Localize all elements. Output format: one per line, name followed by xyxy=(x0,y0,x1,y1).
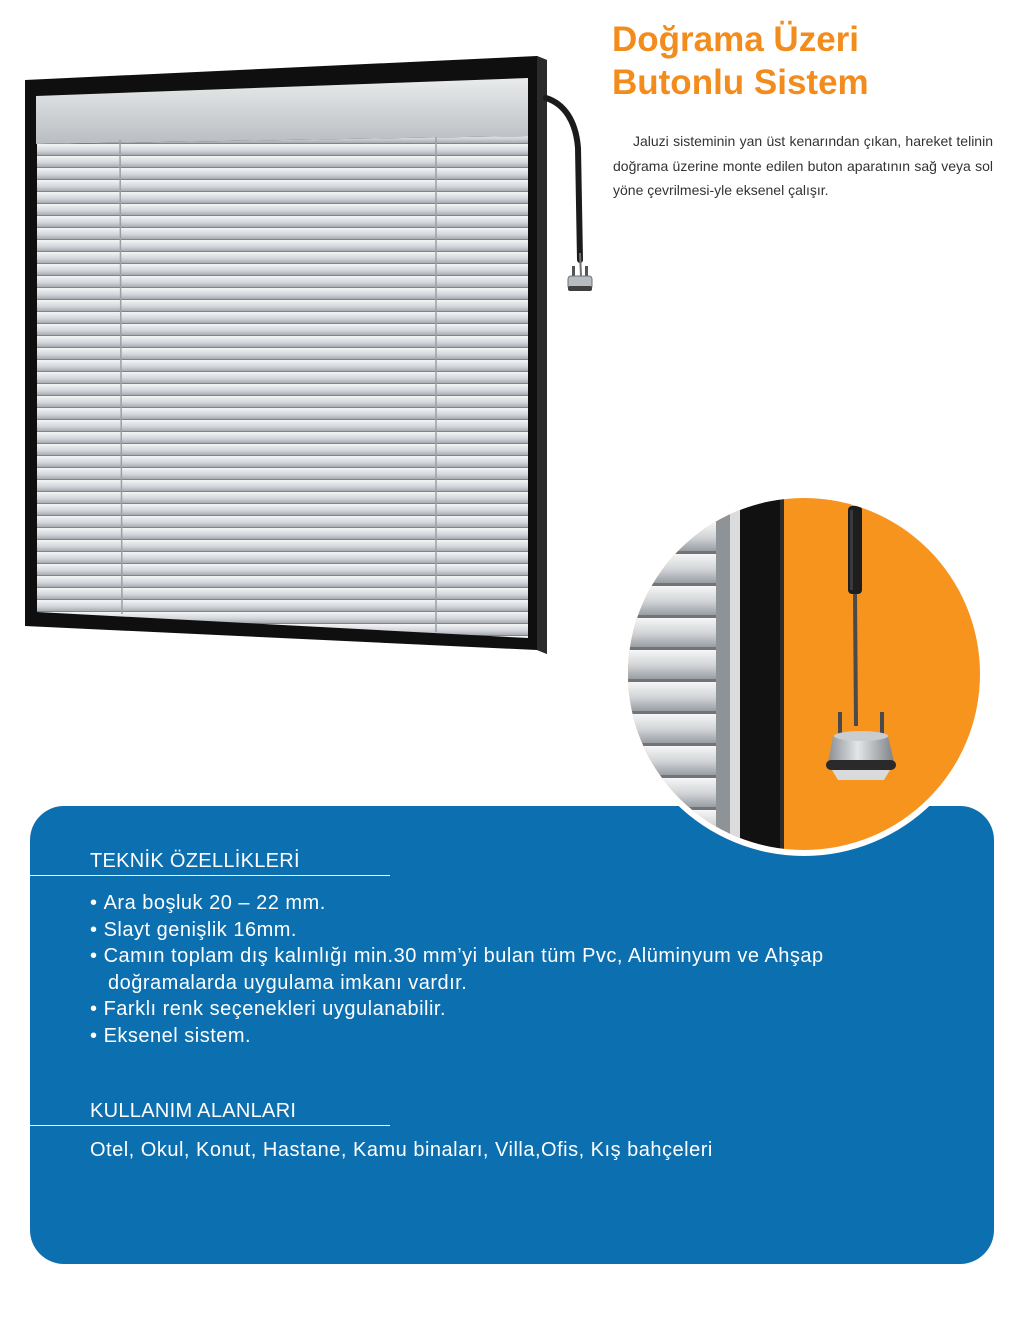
specs-list xyxy=(90,890,910,1049)
spec-item: • Eksenel sistem. xyxy=(90,1023,910,1050)
control-cord xyxy=(546,98,580,260)
button-apparatus-closeup-icon xyxy=(612,490,998,862)
info-panel xyxy=(30,806,994,1264)
usage-heading: KULLANIM ALANLARI xyxy=(30,1100,390,1126)
intro-paragraph: Jaluzi sisteminin yan üst kenarından çıkan, hareket telinin doğrama üzerine monte edilen buton aparatının sağ veya sol yöne çevrilmesi-yle eksenel çalışır. xyxy=(613,133,993,198)
usage-text: Otel, Okul, Konut, Hastane, Kamu binaları, Villa,Ofis, Kış bahçeleri xyxy=(90,1139,713,1161)
spec-item: • Farklı renk seçenekleri uygulanabilir. xyxy=(90,996,910,1023)
window-blind-with-cord-icon xyxy=(20,48,605,660)
blind-slats xyxy=(37,136,528,638)
spec-item: • Camın toplam dış kalınlığı min.30 mm’yi bulan tüm Pvc, Alüminyum ve Ahşap doğramalarda uygulama imkanı vardır. xyxy=(90,943,910,996)
spec-item: • Slayt genişlik 16mm. xyxy=(90,917,910,944)
specs-heading: TEKNİK ÖZELLİKLERİ xyxy=(30,850,390,876)
page-title xyxy=(612,18,869,104)
title-line-1: Doğrama Üzeri xyxy=(612,20,860,59)
spec-item: • Ara boşluk 20 – 22 mm. xyxy=(90,890,910,917)
title-line-2: Butonlu Sistem xyxy=(612,63,869,102)
